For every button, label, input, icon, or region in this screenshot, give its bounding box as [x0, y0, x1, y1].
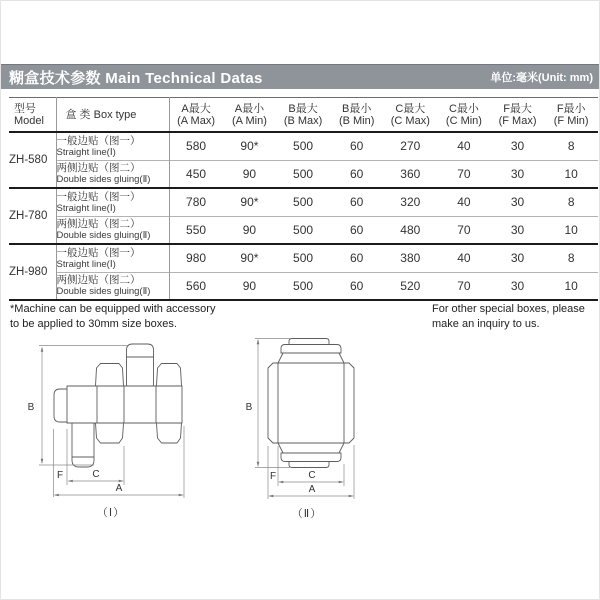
box-type-cell: 两侧边贴（图二） Double sides gluing(Ⅱ) [56, 160, 169, 188]
col-header-a-min: A最小 (A Min) [232, 102, 267, 127]
value-cell: 70 [457, 278, 471, 293]
value-cell: 320 [400, 195, 421, 210]
value-cell: 8 [567, 195, 575, 210]
value-cell: 40 [457, 251, 471, 266]
diagram-straight-line-box [27, 335, 223, 525]
table-row [9, 160, 598, 188]
value-cell: 560 [186, 278, 207, 293]
box-blank-outline-two [268, 339, 354, 468]
value-cell: 780 [186, 195, 207, 210]
col-header-model-zh: 型号 [14, 102, 36, 115]
model-cell-zh-980: ZH-980 [9, 244, 56, 300]
value-cell: 380 [400, 251, 421, 266]
value-cell: 8 [567, 251, 575, 266]
value-cell: 30 [510, 195, 525, 210]
value-cell: 500 [293, 222, 314, 237]
diagram-one-caption: （Ⅰ） [96, 507, 126, 519]
value-cell: 580 [186, 139, 207, 154]
value-cell: 90 [242, 166, 257, 181]
table-row [9, 244, 598, 272]
value-cell: 90 [242, 278, 257, 293]
value-cell: 30 [510, 222, 525, 237]
model-cell-zh-580: ZH-580 [9, 132, 56, 188]
dim-label-b: B [27, 402, 35, 413]
value-cell: 360 [400, 166, 421, 181]
page-title: 糊盒技术参数 Main Technical Datas [9, 69, 263, 87]
value-cell: 550 [186, 222, 207, 237]
col-header-box-type: 盒 类 Box type [56, 98, 169, 133]
footnote-accessory [10, 302, 215, 331]
value-cell: 500 [293, 195, 314, 210]
value-cell: 500 [293, 139, 314, 154]
box-type-cell: 一般边贴（图一） Straight line(Ⅰ) [56, 188, 169, 216]
value-cell: 60 [350, 166, 364, 181]
footnote-line: make an inquiry to us. [432, 317, 540, 330]
value-cell: 90 [242, 222, 257, 237]
value-cell: 70 [457, 222, 471, 237]
col-header-a-max: A最大 (A Max) [177, 102, 216, 127]
col-header-f-max: F最大 (F Max) [498, 102, 537, 127]
footnote-line: to be applied to 30mm size boxes. [10, 317, 177, 330]
box-type-cell: 两侧边贴（图二） Double sides gluing(Ⅱ) [56, 272, 169, 300]
value-cell: 60 [350, 195, 364, 210]
col-header-model-en: Model [14, 114, 44, 127]
value-cell: 8 [567, 139, 575, 154]
value-cell: 40 [457, 195, 471, 210]
footnote-inquiry [432, 302, 585, 331]
dim-label-f: F [56, 470, 64, 481]
dim-label-a: A [308, 484, 316, 495]
col-header-c-max: C最大 (C Max) [390, 102, 430, 127]
value-cell: 520 [400, 278, 421, 293]
value-cell: 500 [293, 166, 314, 181]
col-header-b-min: B最小 (B Min) [338, 102, 375, 127]
dim-label-b: B [245, 402, 253, 413]
value-cell: 60 [350, 278, 364, 293]
value-cell: 60 [350, 222, 364, 237]
value-cell: 90* [240, 139, 259, 154]
value-cell: 70 [457, 166, 471, 181]
value-cell: 500 [293, 251, 314, 266]
value-cell: 90* [240, 251, 259, 266]
footnote-line: For other special boxes, please [432, 303, 585, 315]
value-cell: 10 [564, 222, 578, 237]
col-header-f-min: F最小 (F Min) [553, 102, 589, 127]
col-header-b-max: B最大 (B Max) [283, 102, 323, 127]
model-cell-zh-780: ZH-780 [9, 188, 56, 244]
value-cell: 30 [510, 166, 525, 181]
dim-label-f: F [269, 471, 277, 482]
col-header-c-min: C最小 (C Min) [445, 102, 482, 127]
dimension-lines-one [28, 346, 184, 499]
diagram-two-caption: （Ⅱ） [291, 508, 323, 520]
value-cell: 10 [564, 278, 578, 293]
value-cell: 450 [186, 166, 207, 181]
value-cell: 60 [350, 251, 364, 266]
diagram-double-sides-gluing-box [243, 331, 369, 523]
dim-label-c: C [308, 470, 316, 481]
box-type-cell: 两侧边贴（图二） Double sides gluing(Ⅱ) [56, 216, 169, 244]
value-cell: 980 [186, 251, 207, 266]
col-header-model [9, 98, 56, 133]
value-cell: 500 [293, 278, 314, 293]
table-row [9, 272, 598, 300]
value-cell: 90* [240, 195, 259, 210]
box-type-cell: 一般边贴（图一） Straight line(Ⅰ) [56, 132, 169, 160]
dim-label-c: C [92, 469, 100, 480]
dim-label-a: A [115, 483, 123, 494]
header-row [9, 98, 598, 133]
title-bar [1, 64, 600, 89]
value-cell: 40 [457, 139, 471, 154]
footnote-line: *Machine can be equipped with accessory [10, 303, 216, 315]
box-blank-outline-one [54, 344, 182, 467]
value-cell: 270 [400, 139, 421, 154]
table-row [9, 188, 598, 216]
value-cell: 30 [510, 278, 525, 293]
value-cell: 60 [350, 139, 364, 154]
table-row [9, 132, 598, 160]
unit-label: 单位:毫米(Unit: mm) [490, 72, 593, 84]
value-cell: 30 [510, 139, 525, 154]
spec-table [9, 97, 598, 301]
box-type-cell: 一般边贴（图一） Straight line(Ⅰ) [56, 244, 169, 272]
value-cell: 30 [510, 251, 525, 266]
value-cell: 480 [400, 222, 421, 237]
table-row [9, 216, 598, 244]
value-cell: 10 [564, 166, 578, 181]
